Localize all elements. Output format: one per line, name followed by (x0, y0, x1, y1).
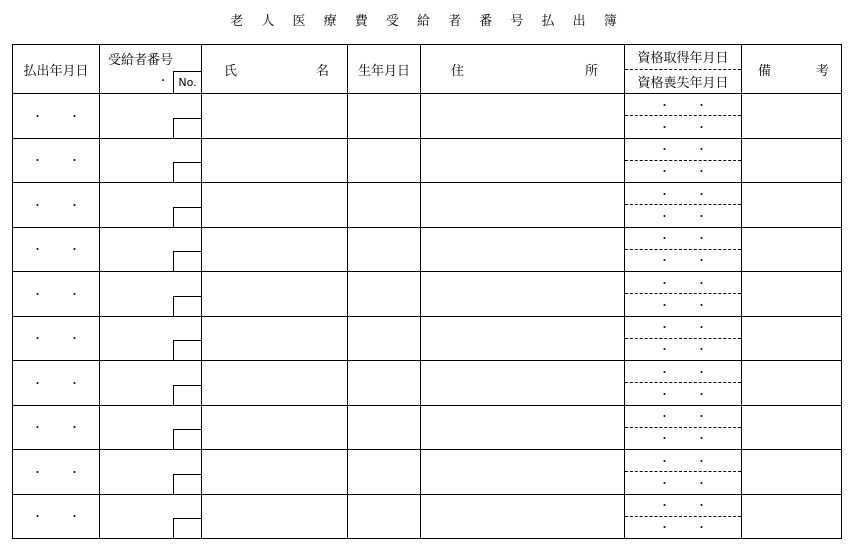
header-no-box: No. (173, 71, 201, 93)
qual-dot: ・ (659, 254, 670, 268)
date-dot: ・ (32, 287, 43, 301)
cell-birth-date[interactable] (348, 94, 421, 139)
cell-payout-date[interactable] (13, 272, 100, 317)
qual-dot: ・ (696, 209, 707, 223)
table-row (13, 94, 842, 139)
cell-remarks[interactable] (742, 494, 842, 539)
qual-dot: ・ (696, 276, 707, 290)
cell-name[interactable] (202, 316, 348, 361)
cell-recipient-number[interactable] (100, 138, 202, 183)
cell-name[interactable] (202, 227, 348, 272)
cell-birth-date[interactable] (348, 405, 421, 450)
qual-dot: ・ (659, 365, 670, 379)
qual-dot: ・ (696, 387, 707, 401)
qual-dot: ・ (696, 432, 707, 446)
date-dot: ・ (69, 376, 80, 390)
date-dot: ・ (69, 332, 80, 346)
date-dot: ・ (32, 332, 43, 346)
qual-dot: ・ (659, 476, 670, 490)
header-name (202, 45, 348, 94)
table-row (13, 138, 842, 183)
qual-dot: ・ (659, 298, 670, 312)
date-dot: ・ (69, 109, 80, 123)
qual-dot: ・ (696, 254, 707, 268)
header-recipient-number (100, 45, 202, 94)
qual-dot: ・ (659, 98, 670, 112)
cell-payout-date[interactable] (13, 450, 100, 495)
table-row (13, 183, 842, 228)
number-box[interactable] (173, 385, 201, 405)
cell-recipient-number[interactable] (100, 227, 202, 272)
qual-dot: ・ (659, 209, 670, 223)
cell-name[interactable] (202, 405, 348, 450)
cell-address[interactable] (421, 450, 625, 495)
number-box[interactable] (173, 474, 201, 494)
cell-recipient-number[interactable] (100, 405, 202, 450)
date-dot: ・ (69, 465, 80, 479)
cell-birth-date[interactable] (348, 316, 421, 361)
qual-dot: ・ (696, 321, 707, 335)
date-dot: ・ (32, 510, 43, 524)
header-address-a: 住 (451, 63, 465, 79)
number-box[interactable] (173, 118, 201, 138)
header-name-a: 氏 (224, 63, 238, 79)
cell-birth-date[interactable] (348, 494, 421, 539)
cell-qualification[interactable] (625, 183, 742, 228)
qual-dot: ・ (659, 276, 670, 290)
cell-payout-date[interactable] (13, 94, 100, 139)
qual-dot: ・ (696, 232, 707, 246)
number-box[interactable] (173, 340, 201, 360)
cell-payout-date[interactable] (13, 183, 100, 228)
cell-birth-date[interactable] (348, 361, 421, 406)
date-dot: ・ (32, 198, 43, 212)
cell-address[interactable] (421, 227, 625, 272)
cell-remarks[interactable] (742, 272, 842, 317)
cell-payout-date[interactable] (13, 138, 100, 183)
cell-address[interactable] (421, 361, 625, 406)
qual-dot: ・ (696, 298, 707, 312)
cell-address[interactable] (421, 183, 625, 228)
date-dot: ・ (32, 154, 43, 168)
cell-qualification[interactable] (625, 138, 742, 183)
cell-name[interactable] (202, 272, 348, 317)
cell-recipient-number[interactable] (100, 361, 202, 406)
qual-dot: ・ (659, 521, 670, 535)
number-box[interactable] (173, 429, 201, 449)
table-row (13, 227, 842, 272)
cell-recipient-number[interactable] (100, 94, 202, 139)
qual-dot: ・ (659, 432, 670, 446)
cell-address[interactable] (421, 138, 625, 183)
date-dot: ・ (32, 243, 43, 257)
cell-address[interactable] (421, 272, 625, 317)
cell-recipient-number[interactable] (100, 272, 202, 317)
cell-name[interactable] (202, 450, 348, 495)
date-dot: ・ (69, 421, 80, 435)
cell-birth-date[interactable] (348, 272, 421, 317)
cell-payout-date[interactable] (13, 405, 100, 450)
header-row (13, 45, 842, 94)
number-box[interactable] (173, 518, 201, 538)
cell-birth-date[interactable] (348, 450, 421, 495)
document-title: 老 人 医 療 費 受 給 者 番 号 払 出 簿 (230, 14, 624, 29)
qual-dot: ・ (696, 98, 707, 112)
cell-recipient-number[interactable] (100, 183, 202, 228)
header-remarks-b: 考 (815, 63, 829, 79)
date-dot: ・ (69, 198, 80, 212)
number-box[interactable] (173, 296, 201, 316)
qual-dot: ・ (696, 187, 707, 201)
qual-dot: ・ (659, 499, 670, 513)
cell-birth-date[interactable] (348, 227, 421, 272)
cell-qualification[interactable] (625, 272, 742, 317)
number-box[interactable] (173, 207, 201, 227)
cell-payout-date[interactable] (13, 227, 100, 272)
header-address-b: 所 (584, 63, 598, 79)
date-dot: ・ (69, 510, 80, 524)
date-dot: ・ (69, 154, 80, 168)
qual-dot: ・ (659, 343, 670, 357)
header-remarks (742, 45, 842, 94)
cell-birth-date[interactable] (348, 138, 421, 183)
qual-dot: ・ (659, 321, 670, 335)
date-dot: ・ (32, 376, 43, 390)
date-dot: ・ (32, 465, 43, 479)
cell-recipient-number[interactable] (100, 316, 202, 361)
cell-name[interactable] (202, 361, 348, 406)
header-payout-date: 払出年月日 (13, 45, 100, 94)
date-dot: ・ (69, 287, 80, 301)
cell-recipient-number[interactable] (100, 450, 202, 495)
qual-dot: ・ (696, 499, 707, 513)
table-row (13, 272, 842, 317)
header-address (421, 45, 625, 94)
qual-dot: ・ (659, 165, 670, 179)
cell-address[interactable] (421, 405, 625, 450)
table-row (13, 450, 842, 495)
cell-name[interactable] (202, 94, 348, 139)
cell-address[interactable] (421, 494, 625, 539)
qual-dot: ・ (696, 454, 707, 468)
qual-dot: ・ (696, 410, 707, 424)
header-birth-date: 生年月日 (348, 45, 421, 94)
cell-name[interactable] (202, 494, 348, 539)
table-row (13, 405, 842, 450)
cell-birth-date[interactable] (348, 183, 421, 228)
qual-dot: ・ (696, 476, 707, 490)
cell-payout-date[interactable] (13, 316, 100, 361)
register-table (12, 44, 842, 539)
cell-payout-date[interactable] (13, 494, 100, 539)
cell-qualification[interactable] (625, 316, 742, 361)
cell-recipient-number[interactable] (100, 494, 202, 539)
number-box[interactable] (173, 162, 201, 182)
qual-dot: ・ (696, 143, 707, 157)
qual-dot: ・ (696, 365, 707, 379)
qual-dot: ・ (696, 120, 707, 134)
cell-qualification[interactable] (625, 227, 742, 272)
cell-qualification[interactable] (625, 405, 742, 450)
cell-remarks[interactable] (742, 94, 842, 139)
qual-dot: ・ (696, 521, 707, 535)
cell-qualification[interactable] (625, 94, 742, 139)
cell-remarks[interactable] (742, 227, 842, 272)
date-dot: ・ (32, 109, 43, 123)
cell-name[interactable] (202, 183, 348, 228)
header-qualification (625, 45, 742, 94)
qual-dot: ・ (659, 120, 670, 134)
header-name-b: 名 (315, 63, 329, 79)
header-recipient-number-label: 受給者番号 (108, 53, 174, 68)
cell-remarks[interactable] (742, 405, 842, 450)
header-dot: ・ (158, 76, 168, 87)
cell-address[interactable] (421, 94, 625, 139)
header-remarks-a: 備 (758, 63, 772, 79)
cell-remarks[interactable] (742, 183, 842, 228)
header-qual-lost: 資格喪失年月日 (637, 75, 729, 91)
cell-remarks[interactable] (742, 361, 842, 406)
table-row (13, 316, 842, 361)
cell-qualification[interactable] (625, 494, 742, 539)
number-box[interactable] (173, 251, 201, 271)
qual-dot: ・ (659, 387, 670, 401)
cell-remarks[interactable] (742, 450, 842, 495)
cell-payout-date[interactable] (13, 361, 100, 406)
qual-dot: ・ (659, 232, 670, 246)
cell-name[interactable] (202, 138, 348, 183)
cell-address[interactable] (421, 316, 625, 361)
qual-dot: ・ (659, 454, 670, 468)
qual-dot: ・ (659, 410, 670, 424)
cell-qualification[interactable] (625, 361, 742, 406)
date-dot: ・ (69, 243, 80, 257)
table-row (13, 494, 842, 539)
qual-dot: ・ (696, 343, 707, 357)
qual-dot: ・ (659, 187, 670, 201)
qual-dot: ・ (659, 143, 670, 157)
date-dot: ・ (32, 421, 43, 435)
header-qual-acquired: 資格取得年月日 (625, 45, 741, 70)
cell-remarks[interactable] (742, 316, 842, 361)
qual-dot: ・ (696, 165, 707, 179)
cell-qualification[interactable] (625, 450, 742, 495)
table-row (13, 361, 842, 406)
cell-remarks[interactable] (742, 138, 842, 183)
